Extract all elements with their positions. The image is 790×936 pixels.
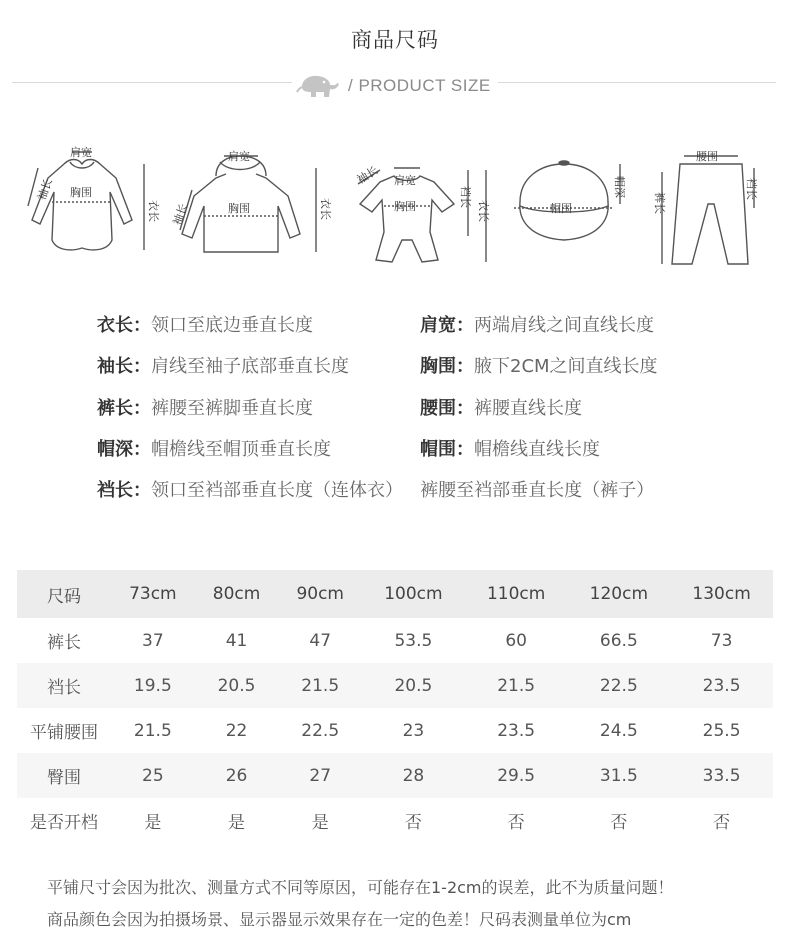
table-row: [17, 663, 773, 708]
table-cell: 23.5: [497, 720, 536, 741]
table-cell: 23.5: [702, 675, 741, 696]
romper-crotch-label: 裆长: [459, 186, 472, 208]
table-cell: 否: [713, 813, 731, 833]
cap-circumference-label: 帽围: [550, 202, 572, 215]
table-cell: 33.5: [702, 765, 741, 786]
pants-illustration: [662, 156, 754, 264]
definition-chest: 胸围：腋下2CM之间直线长度: [420, 356, 658, 377]
table-cell: 20.5: [394, 675, 433, 696]
table-cell: 否: [507, 813, 525, 833]
pants-crotch-label: 裆长: [745, 178, 758, 200]
header-cell: 73cm: [129, 584, 177, 604]
table-cell: 24.5: [599, 720, 638, 741]
table-cell: 裆长: [47, 678, 81, 698]
table-cell: 29.5: [497, 765, 536, 786]
table-cell: 53.5: [394, 630, 433, 651]
table-cell: 22.5: [599, 675, 638, 696]
table-cell: 裤长: [47, 633, 81, 653]
table-cell: 73: [710, 630, 733, 651]
hoodie-length-label: 衣长: [319, 198, 332, 220]
table-cell: 是: [311, 813, 329, 833]
romper-chest-label: 胸围: [394, 200, 416, 213]
dress-chest-label: 胸围: [70, 186, 92, 199]
table-cell: 是否开档: [30, 813, 98, 833]
table-cell: 否: [404, 813, 422, 833]
header-cell: 120cm: [589, 584, 649, 604]
table-row: [17, 708, 773, 753]
table-cell: 21.5: [301, 675, 340, 696]
table-cell: 否: [610, 813, 628, 833]
dress-shoulder-label: 肩宽: [70, 146, 92, 159]
divider-left: [12, 82, 292, 83]
table-cell: 21.5: [497, 675, 536, 696]
table-cell: 23: [402, 720, 425, 741]
table-cell: 41: [225, 630, 248, 651]
table-cell: 25: [142, 765, 164, 786]
table-cell: 平铺腰围: [30, 723, 98, 743]
hoodie-shoulder-label: 肩宽: [228, 150, 250, 163]
hoodie-sleeve-label: 袖长: [170, 201, 191, 228]
definition-waist: 腰围：裤腰直线长度: [420, 398, 582, 419]
elephant-icon: [296, 73, 340, 99]
note-color-difference: 商品颜色会因为拍摄场景、显示器显示效果存在一定的色差！尺码表测量单位为cm: [47, 910, 632, 929]
definition-shoulder: 肩宽：两端肩线之间直线长度: [420, 315, 654, 336]
page-title: 商品尺码: [351, 28, 439, 52]
romper-sleeve-label: 袖长: [354, 163, 381, 187]
header-cell: 110cm: [486, 584, 546, 604]
table-cell: 21.5: [133, 720, 172, 741]
cap-illustration: [514, 161, 620, 240]
table-cell: 47: [309, 630, 332, 651]
dress-length-label: 衣长: [147, 200, 160, 222]
romper-length-label: 衣长: [477, 200, 490, 222]
table-header-row: [17, 570, 773, 618]
table-cell: 27: [309, 765, 332, 786]
table-row: [17, 618, 773, 663]
table-cell: 31.5: [599, 765, 638, 786]
table-cell: 25.5: [702, 720, 741, 741]
table-cell: 26: [225, 765, 248, 786]
notes: [47, 872, 674, 936]
header-cell: 80cm: [212, 584, 261, 604]
definition-cap-circumference: 帽围：帽檐线直线长度: [420, 439, 600, 460]
size-table: [17, 570, 773, 843]
table-cell: 37: [142, 630, 164, 651]
table-cell: 28: [402, 765, 425, 786]
romper-illustration: [358, 168, 486, 262]
table-cell: 22.5: [301, 720, 340, 741]
hoodie-chest-label: 胸围: [228, 202, 250, 215]
table-cell: 臀围: [47, 768, 81, 788]
header-cell: 尺码: [47, 586, 81, 607]
table-row: [17, 798, 773, 843]
header-cell: 130cm: [692, 584, 751, 604]
romper-shoulder-label: 肩宽: [394, 174, 416, 187]
illustration-labels: [34, 145, 759, 227]
pants-length-label: 裤长: [653, 192, 666, 214]
table-cell: 66.5: [599, 630, 638, 651]
table-cell: 22: [225, 720, 248, 741]
table-cell: 20.5: [217, 675, 256, 696]
dress-sleeve-label: 袖长: [35, 176, 56, 202]
note-measurement-error: 平铺尺寸会因为批次、测量方式不同等原因，可能存在1-2cm的误差，此不为质量问题！: [47, 878, 674, 897]
definition-pants-length: 裤长：裤腰至裤脚垂直长度: [97, 398, 313, 419]
header-cell: 90cm: [296, 584, 344, 604]
table-cell: 是: [144, 813, 162, 833]
definition-sleeve: 袖长：肩线至袖子底部垂直长度: [97, 356, 349, 377]
table-cell: 60: [505, 630, 527, 651]
table-row: [17, 753, 773, 798]
subtitle-text: / PRODUCT SIZE: [348, 76, 491, 95]
definition-length: 衣长：领口至底边垂直长度: [97, 315, 313, 336]
table-cell: 19.5: [133, 675, 172, 696]
header-cell: 100cm: [384, 584, 443, 604]
garment-illustrations: [20, 140, 770, 272]
cap-depth-label: 帽深: [613, 176, 626, 198]
definition-crotch: 裆长：领口至裆部垂直长度（连体衣） 裤腰至裆部垂直长度（裤子）: [97, 480, 655, 501]
pants-waist-label: 腰围: [696, 150, 718, 163]
definition-cap-depth: 帽深：帽檐线至帽顶垂直长度: [97, 439, 331, 460]
table-cell: 是: [228, 813, 246, 833]
subtitle: [296, 72, 491, 100]
divider-right: [498, 82, 776, 83]
